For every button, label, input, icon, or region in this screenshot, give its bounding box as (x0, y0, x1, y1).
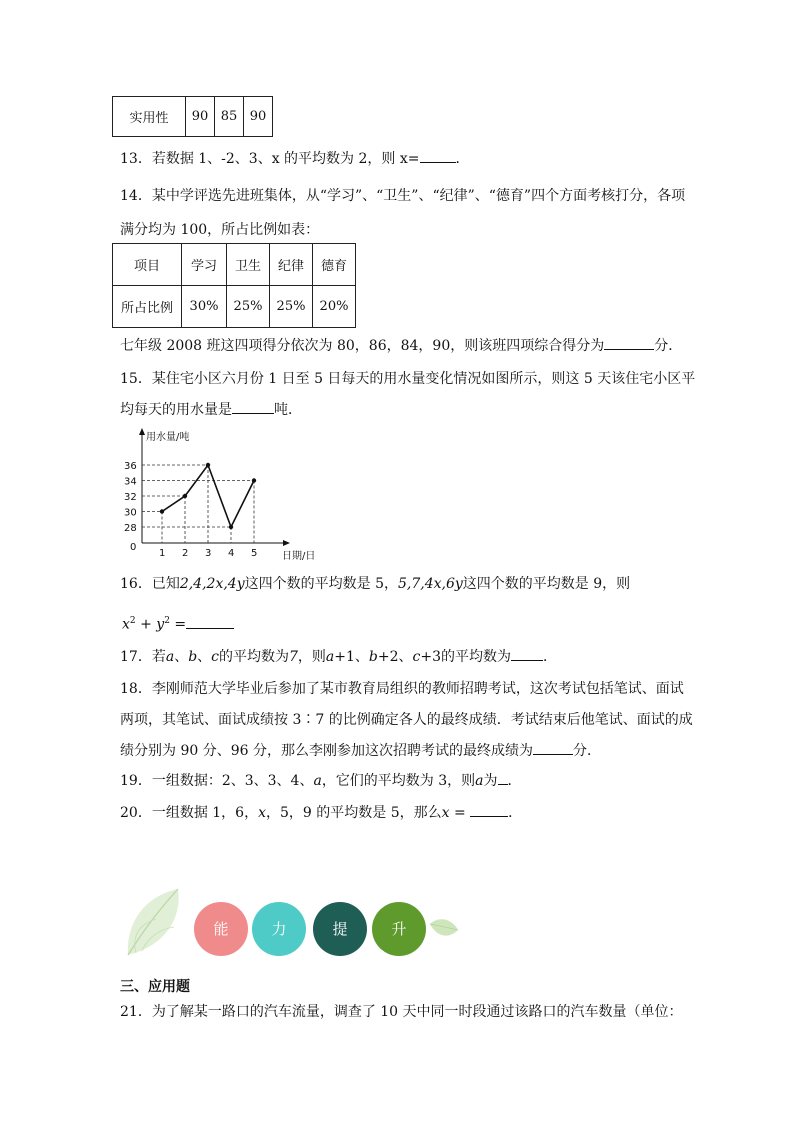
table-cell: 所占比例 (113, 286, 182, 328)
question-13 (120, 148, 470, 169)
question-17-text: ，则 (297, 649, 326, 665)
y-tick-label: 32 (124, 492, 137, 503)
question-19-text: 19．一组数据：2、3、3、4、 (120, 773, 314, 789)
number: 7 (289, 649, 298, 665)
equals-sign: = (449, 805, 471, 821)
answer-blank (420, 148, 456, 163)
question-19-text: 为 (483, 773, 498, 789)
banner-char-4: 升 (372, 902, 426, 956)
data-point (229, 525, 233, 529)
section-heading: 三、应用题 (120, 979, 190, 995)
question-14-line-2: 满分均为 100，所占比例如表： (120, 222, 320, 238)
banner-char-2: 力 (252, 902, 306, 956)
table-cell: 20% (313, 286, 356, 328)
x-tick-label: 1 (159, 548, 166, 559)
variable-y: y (156, 616, 165, 633)
question-15-text: 均每天的用水量是 (120, 402, 232, 418)
variable-x: x (122, 616, 130, 633)
answer-blank (186, 614, 234, 629)
x-axis-arrow (283, 540, 290, 546)
variable-a: a (325, 649, 335, 665)
answer-blank (533, 740, 573, 755)
question-14-line-3 (120, 335, 682, 356)
unit-text: 吨． (274, 402, 302, 418)
answer-blank (604, 335, 654, 350)
question-19 (120, 770, 522, 791)
question-15-line-1: 15．某住宅小区六月份 1 日至 5 日每天的用水量变化情况如图所示，则这 5 天该住宅小区平 (120, 371, 696, 387)
variable-x: x (258, 805, 266, 821)
question-17-text: 的平均数为 (219, 649, 289, 665)
question-14-line-1: 14．某中学评选先进班集体，从“学习”、“卫生”、“纪律”、“德育”四个方面考核打分，各项 (120, 188, 686, 204)
separator: 、 (174, 649, 189, 665)
expression: +1 (334, 649, 355, 665)
period: ． (455, 151, 470, 167)
unit-text: 分． (572, 743, 601, 759)
separator: 、 (197, 649, 212, 665)
question-13-text: 13．若数据 1、-2、3、x 的平均数为 2，则 x= (120, 151, 420, 167)
table-header: 德育 (313, 244, 356, 286)
question-15-line-2 (120, 399, 302, 420)
table-cell: 90 (186, 97, 215, 137)
y-tick-label: 36 (124, 461, 137, 472)
variable-a: a (165, 649, 175, 665)
y-tick-label: 30 (124, 507, 137, 519)
period: ． (507, 773, 522, 789)
question-18-line-3 (120, 740, 601, 761)
unit-text: 分． (654, 338, 683, 354)
expression: +2 (377, 649, 399, 665)
exponent: 2 (164, 616, 170, 626)
y-tick-label: 34 (124, 476, 137, 488)
question-16-text: 这四个数的平均数是 5， (244, 576, 398, 592)
x-tick-label: 4 (228, 548, 235, 559)
variable-a: a (475, 773, 484, 789)
variable-c: c (412, 649, 421, 665)
question-20 (120, 802, 522, 823)
question-16-text: 这四个数的平均数是 9，则 (462, 576, 631, 592)
variable-b: b (188, 649, 198, 665)
variable-a: a (313, 773, 322, 789)
table-header: 纪律 (270, 244, 313, 286)
number-set-2: 5,7,4x,6y (397, 576, 463, 592)
banner-char-1: 能 (194, 902, 248, 956)
question-16-text: 16．已知 (120, 576, 180, 592)
table-cell: 85 (215, 97, 244, 137)
data-point (206, 463, 210, 467)
question-18-line-1: 18．李刚师范大学毕业后参加了某市教育局组织的教师招聘考试，这次考试包括笔试、面试 (120, 681, 684, 697)
data-point (252, 478, 256, 482)
answer-blank (498, 770, 508, 785)
data-point (183, 494, 187, 498)
question-21: 21．为了解某一路口的汽车流量，调查了 10 天中同一时段通过该路口的汽车数量（单位： (120, 1004, 683, 1020)
period: ． (508, 805, 523, 821)
period: ． (543, 649, 558, 665)
question-16-line-2 (122, 611, 234, 635)
y-axis-arrow (139, 428, 145, 435)
answer-blank (232, 399, 274, 414)
table-header: 项目 (113, 244, 182, 286)
separator: 、 (398, 649, 413, 665)
number-set-1: 2,4,2x,4y (179, 576, 245, 592)
expression: +3 (420, 649, 442, 665)
small-leaf-icon (428, 914, 460, 942)
question-18-line-2: 两项，其笔试、面试成绩按 3∶7 的比例确定各人的最终成绩．考试结束后他笔试、面试的成 (120, 712, 693, 728)
x-tick-label: 2 (182, 548, 189, 559)
question-18-text: 绩分别为 90 分、96 分，那么李刚参加这次招聘考试的最终成绩为 (120, 743, 533, 759)
question-17-text: 17．若 (120, 649, 166, 665)
table-cell: 25% (227, 286, 270, 328)
usability-table (112, 96, 273, 137)
table-header: 卫生 (227, 244, 270, 286)
table-cell: 25% (270, 286, 313, 328)
y-tick-label: 28 (124, 523, 137, 534)
x-tick-label: 5 (251, 548, 258, 559)
y-axis-label: 用水量/吨 (146, 432, 190, 443)
table-cell: 30% (182, 286, 227, 328)
x-tick-label: 3 (205, 548, 212, 559)
data-point (160, 509, 164, 513)
table-header: 学习 (182, 244, 227, 286)
equals-sign: = (169, 616, 187, 633)
variable-b: b (368, 649, 378, 665)
origin-label: 0 (130, 542, 137, 553)
variable-x: x (441, 805, 450, 821)
question-20-text: 20．一组数据 1，6， (120, 805, 259, 821)
table-cell: 90 (244, 97, 273, 137)
leaf-decoration-icon (122, 885, 194, 957)
question-14-text: 七年级 2008 班这四项得分依次为 80，86，84，90，则该班四项综合得分为 (120, 338, 605, 354)
variable-c: c (211, 649, 219, 665)
answer-blank (470, 802, 508, 817)
exponent: 2 (129, 616, 136, 626)
question-16-line-1 (120, 574, 630, 594)
separator: 、 (354, 649, 369, 665)
weight-table (112, 243, 356, 328)
table-cell-label: 实用性 (113, 97, 186, 137)
question-17 (120, 646, 557, 667)
plus-sign: + (135, 616, 157, 633)
question-20-text: ，5，9 的平均数是 5，那么 (266, 805, 442, 821)
answer-blank (511, 646, 543, 661)
question-19-text: ，它们的平均数为 3，则 (321, 773, 476, 789)
banner-char-3: 提 (313, 902, 367, 956)
x-axis-label: 日期/日 (282, 551, 316, 562)
question-17-text: 的平均数为 (441, 649, 512, 665)
water-usage-chart (120, 426, 340, 566)
